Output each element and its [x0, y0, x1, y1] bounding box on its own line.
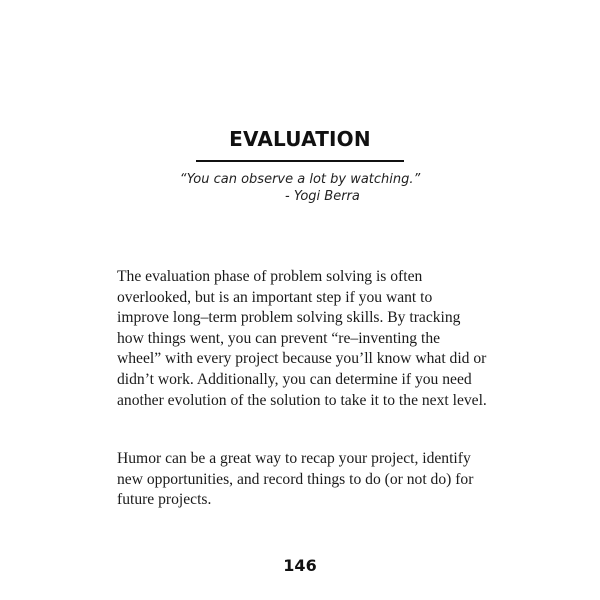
- chapter-title: EVALUATION: [229, 127, 371, 151]
- title-underline-divider: [196, 160, 404, 162]
- body-paragraph-2: Humor can be a great way to recap your project, identify new opportunities, and record things to do (or not do) for future projects.: [117, 450, 474, 509]
- epigraph-quote: “You can observe a lot by watching.”: [179, 172, 421, 187]
- body-paragraph-1: The evaluation phase of problem solving is often overlooked, but is an important step if you want to improve long–term problem solving skills. By tracking how things went, you can prevent “re–inventing the wheel” with every project because you’ll know what did or didn’t work. Additionally, you can determine if you need another evolution of the solution to take it to the next level.: [117, 268, 487, 409]
- page-number: 146: [283, 556, 317, 575]
- epigraph-attribution: - Yogi Berra: [285, 189, 360, 204]
